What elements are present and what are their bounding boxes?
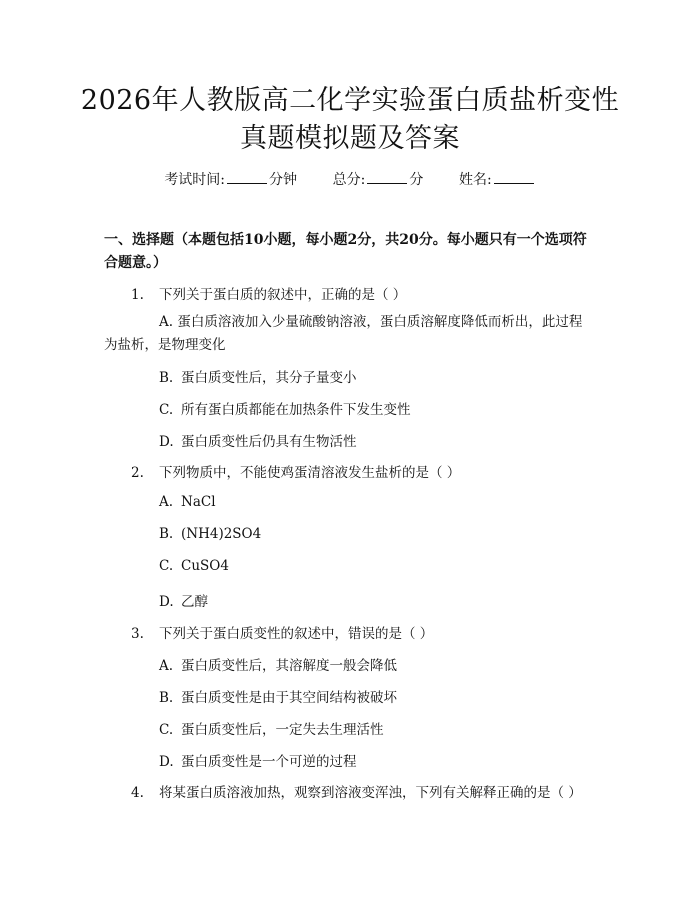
option-letter: A.: [159, 314, 174, 330]
question-2: [131, 461, 460, 481]
option-text: 蛋白质变性后仍具有生物活性: [181, 434, 357, 450]
question-3-option-d: [159, 750, 357, 770]
question-1-option-c: [159, 398, 411, 418]
question-1: [131, 283, 406, 303]
question-text: 下列关于蛋白质变性的叙述中，错误的是（ ）: [159, 626, 434, 642]
time-blank: [227, 171, 267, 184]
option-text: 蛋白质溶液加入少量硫酸钠溶液，蛋白质溶解度降低而析出，此过程为盐析，是物理变化: [104, 314, 583, 353]
question-3: [131, 622, 433, 642]
score-label: 总分:: [332, 172, 366, 188]
option-text: 所有蛋白质都能在加热条件下发生变性: [181, 402, 411, 418]
question-2-option-b: [159, 526, 261, 542]
option-text: NaCl: [181, 494, 216, 510]
question-2-option-c: [159, 558, 229, 574]
question-number: 2.: [131, 465, 144, 481]
exam-meta-row: [0, 169, 700, 189]
question-number: 1.: [131, 287, 144, 303]
option-letter: D.: [159, 434, 174, 450]
question-3-option-c: [159, 718, 384, 738]
option-text: CuSO4: [181, 558, 229, 574]
score-blank: [367, 171, 407, 184]
question-text: 将某蛋白质溶液加热，观察到溶液变浑浊，下列有关解释正确的是（ ）: [159, 785, 582, 801]
option-letter: D.: [159, 754, 174, 770]
option-letter: D.: [159, 594, 174, 610]
option-letter: A.: [159, 658, 174, 674]
question-1-option-a: [104, 311, 594, 357]
option-text: 蛋白质变性是由于其空间结构被破坏: [181, 690, 397, 706]
option-text: 蛋白质变性后，其溶解度一般会降低: [181, 658, 397, 674]
question-2-option-d: [159, 590, 208, 610]
option-letter: C.: [159, 722, 174, 738]
option-letter: C.: [159, 558, 174, 574]
option-text: 蛋白质变性后，一定失去生理活性: [181, 722, 384, 738]
time-unit: 分钟: [269, 172, 298, 188]
question-number: 3.: [131, 626, 144, 642]
option-letter: A.: [159, 494, 174, 510]
option-text: 蛋白质变性是一个可逆的过程: [181, 754, 357, 770]
question-number: 4.: [131, 785, 144, 801]
question-1-option-b: [159, 366, 357, 386]
question-3-option-a: [159, 654, 397, 674]
question-text: 下列关于蛋白质的叙述中，正确的是（ ）: [159, 287, 407, 303]
name-blank: [494, 171, 534, 184]
page-title-line1: 2026年人教版高二化学实验蛋白质盐析变性: [80, 85, 620, 116]
option-letter: B.: [159, 690, 174, 706]
question-1-option-d: [159, 430, 357, 450]
score-unit: 分: [409, 172, 424, 188]
question-3-option-b: [159, 686, 397, 706]
option-text: (NH4)2SO4: [181, 526, 262, 542]
option-letter: B.: [159, 370, 174, 386]
page-title-line2: 真题模拟题及答案: [240, 123, 460, 154]
option-letter: B.: [159, 526, 174, 542]
question-4: [131, 781, 582, 801]
question-2-option-a: [159, 494, 216, 510]
option-letter: C.: [159, 402, 174, 418]
option-text: 蛋白质变性后，其分子量变小: [181, 370, 357, 386]
question-text: 下列物质中，不能使鸡蛋清溶液发生盐析的是（ ）: [159, 465, 461, 481]
option-text: 乙醇: [181, 594, 208, 610]
name-label: 姓名:: [458, 172, 492, 188]
section-heading: 一、选择题（本题包括10小题，每小题2分，共20分。每小题只有一个选项符合题意。）: [104, 232, 587, 271]
time-label: 考试时间:: [164, 172, 226, 188]
